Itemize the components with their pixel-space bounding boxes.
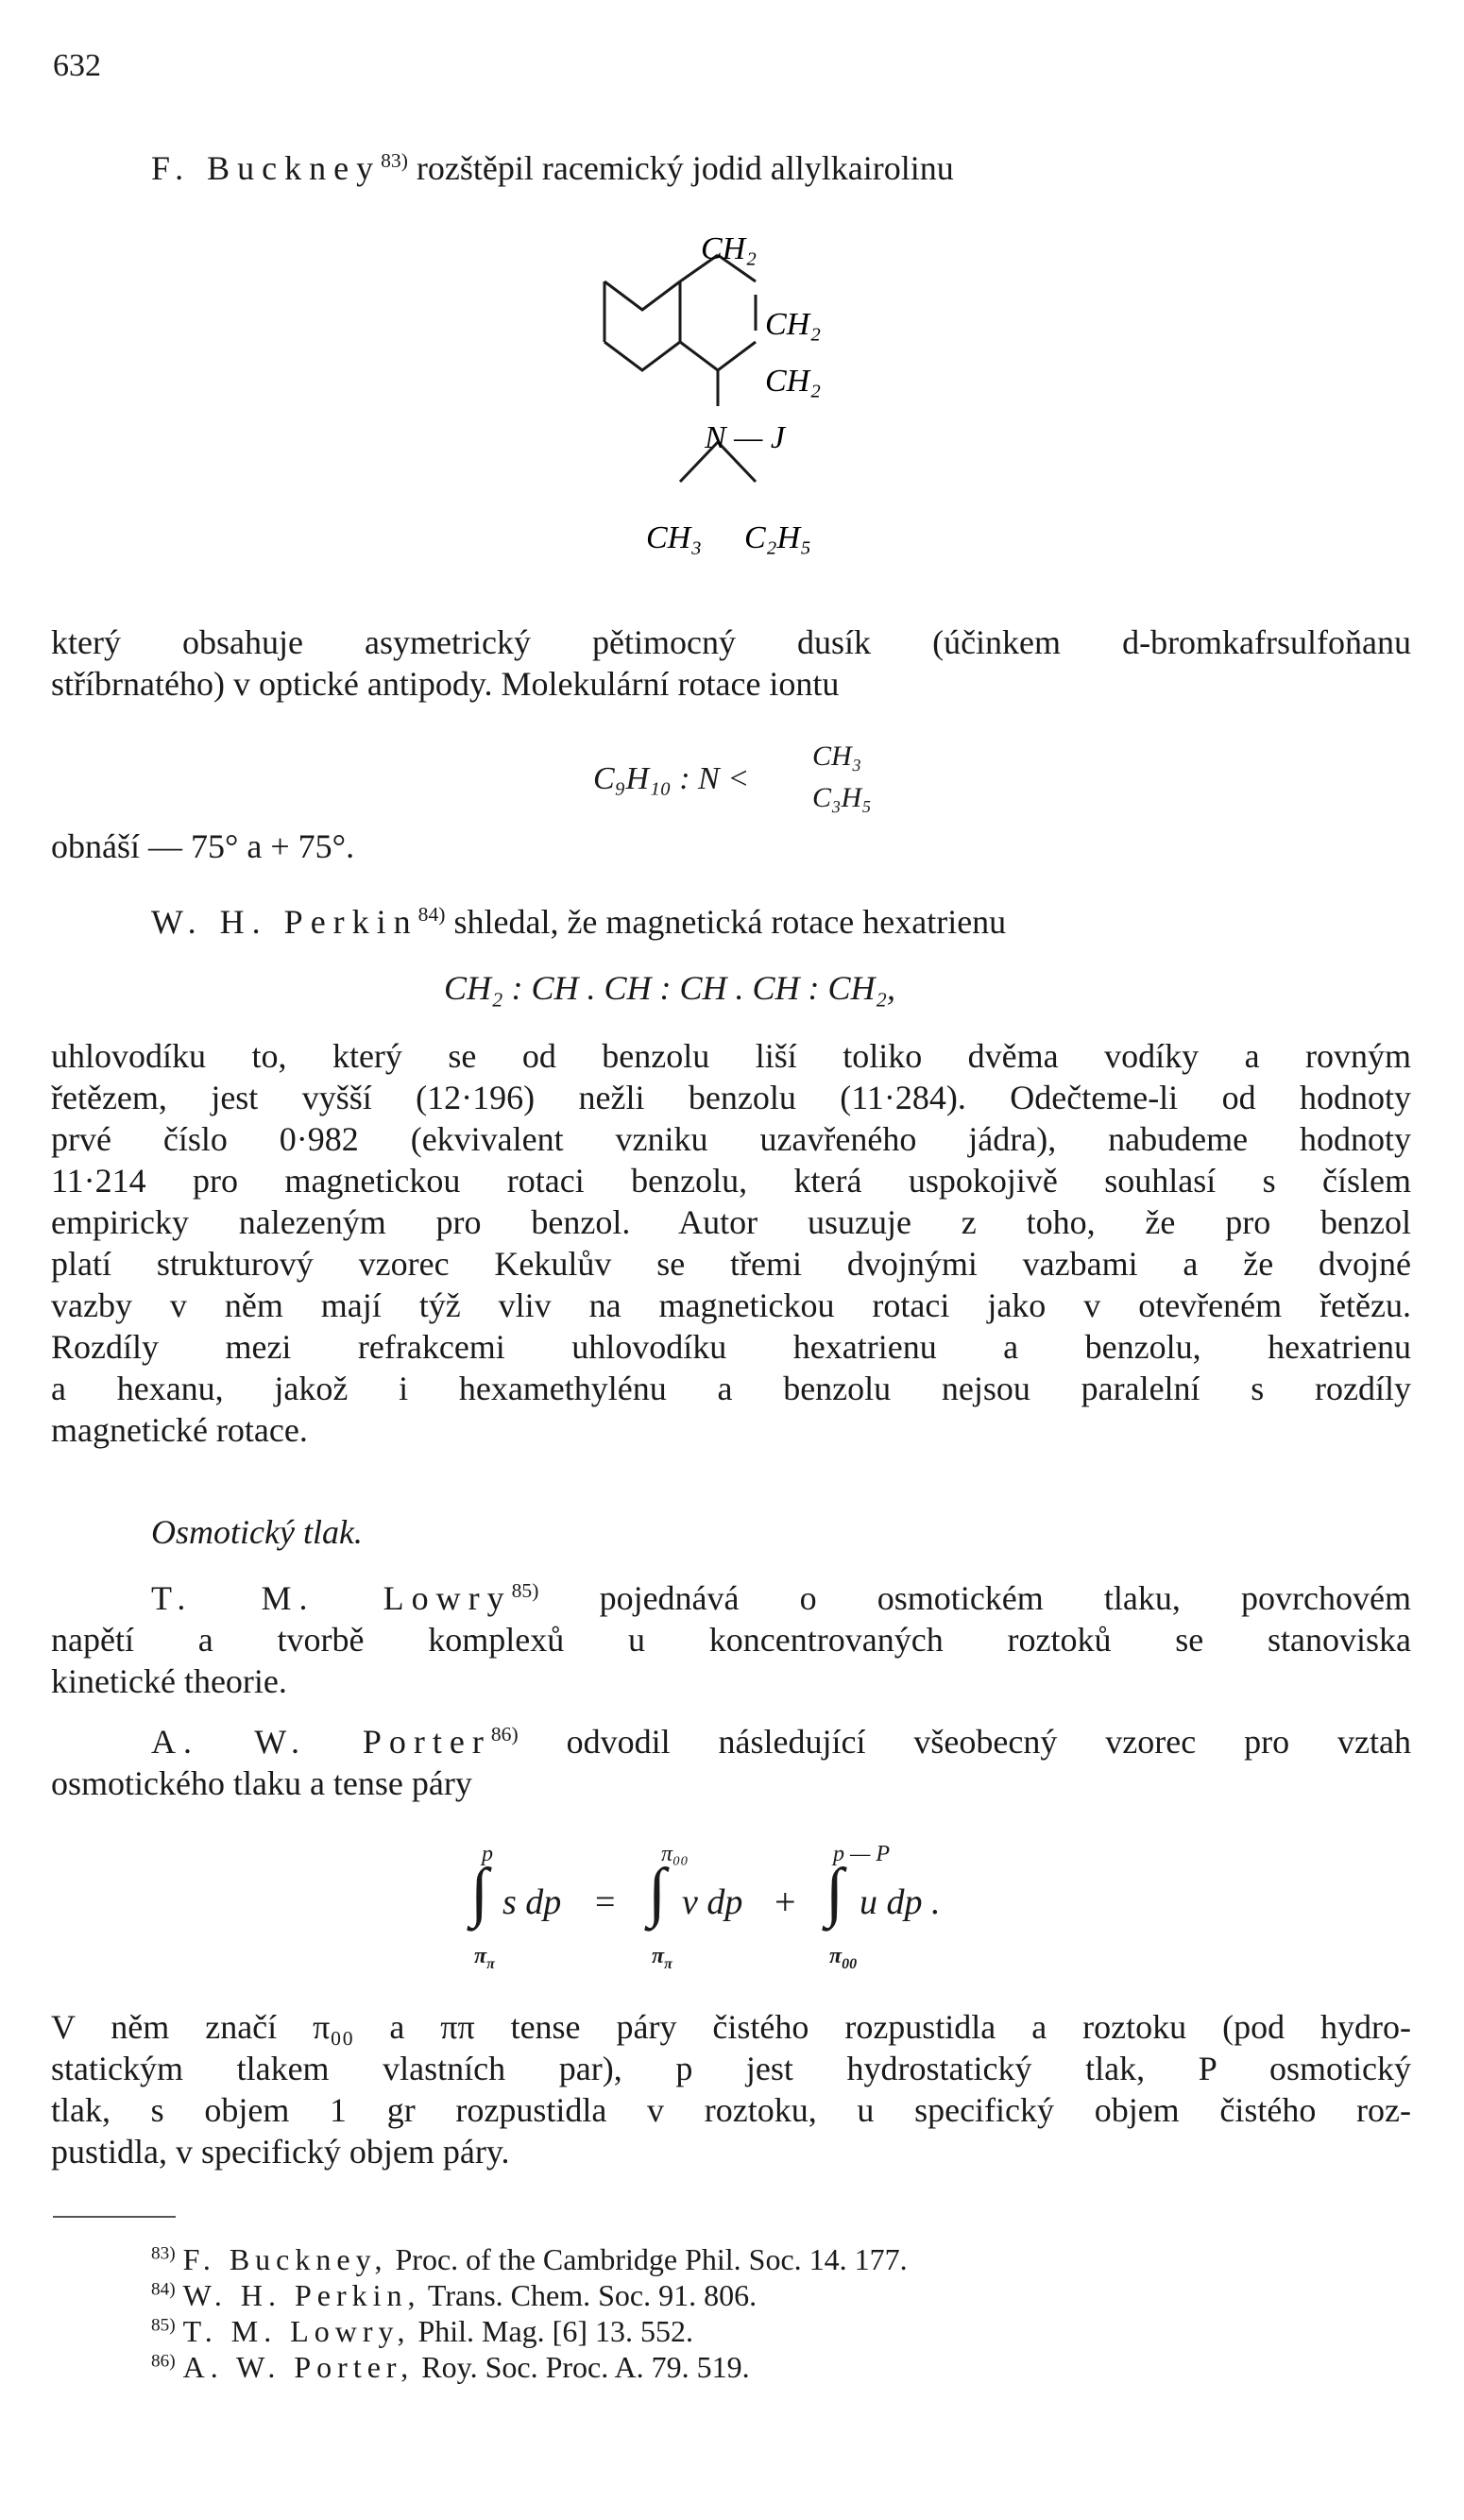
page-number: 632 xyxy=(53,48,101,83)
para3-line-3: tlak, s objem 1 gr rozpustidla v roztoku, u specifický objem čistého roz- xyxy=(51,2091,1411,2129)
author-porter: A. W. Porter xyxy=(151,1723,491,1761)
footnote-num: 85) xyxy=(151,2315,176,2336)
footnote-num: 83) xyxy=(151,2243,176,2264)
integral1-upper: p xyxy=(482,1842,493,1866)
para2-line-8: Rozdíly mezi refrakcemi uhlovodíku hexatrienu a benzolu, hexatrienu xyxy=(51,1328,1411,1366)
ion-formula-upper: CH₃ xyxy=(812,741,862,772)
para2-line-5: empiricky nalezeným pro benzol. Autor usuzuje z toho, že pro benzol xyxy=(51,1203,1411,1241)
ion-formula-lower: C₃H₅ xyxy=(812,782,872,813)
para3-line-1: V něm značí π₀₀ a ππ tense páry čistého rozpustidla a roztoku (pod hydro- xyxy=(51,2008,1411,2046)
integral2-sign: ∫ xyxy=(648,1856,667,1929)
footnote-num: 84) xyxy=(151,2279,176,2300)
obnasi-line: obnáší — 75° a + 75°. xyxy=(51,827,355,865)
author-perkin: W. H. Perkin xyxy=(151,903,418,941)
integral1-body: s dp xyxy=(502,1882,562,1922)
footnote-text: Trans. Chem. Soc. 91. 806. xyxy=(427,2278,758,2312)
footnote-author: T. M. Lowry, xyxy=(182,2314,411,2348)
footnote-84 xyxy=(151,2278,757,2312)
integral3-lower: $\pi_{00}$ xyxy=(829,1944,858,1972)
struct-ch3: CH₃ xyxy=(646,520,703,555)
para3-line-2: statickým tlakem vlastních par), p jest hydrostatický tlak, P osmotický xyxy=(51,2050,1411,2087)
para3-line-4: pustidla, v specifický objem páry. xyxy=(51,2133,510,2171)
footnote-num: 86) xyxy=(151,2351,176,2372)
lowry-first-line xyxy=(151,1577,1411,1619)
footnote-author: A. W. Porter, xyxy=(182,2350,415,2384)
para2-line-10: magnetické rotace. xyxy=(51,1411,308,1449)
intro-text: rozštěpil racemický jodid allylkairolinu xyxy=(416,149,954,187)
porter-first-line xyxy=(151,1721,1411,1762)
hexatriene-formula: CH₂ : CH . CH : CH . CH : CH₂, xyxy=(444,969,896,1007)
footnote-85 xyxy=(151,2314,693,2348)
ref-83: 83) xyxy=(381,149,408,172)
footnote-86 xyxy=(151,2350,750,2384)
struct-r2-ch2: CH₂ xyxy=(765,364,822,399)
integral1-sign: ∫ xyxy=(470,1856,489,1929)
para2-line-3: prvé číslo 0·982 (ekvivalent vzniku uzavřeného jádra), nabudeme hodnoty xyxy=(51,1120,1411,1158)
ion-formula-left: C₉H₁₀ : N < xyxy=(593,761,750,796)
footnote-83 xyxy=(151,2242,908,2276)
plus-sign: + xyxy=(775,1881,796,1923)
integral2-lower: $\pi_\pi$ xyxy=(652,1944,672,1972)
integral3-sign: ∫ xyxy=(826,1856,844,1929)
osmotic-equation xyxy=(463,1842,1030,1984)
footnote-divider xyxy=(53,2216,176,2218)
para1-line-1: který obsahuje asymetrický pětimocný dusík (účinkem d-bromkafrsulfoňanu xyxy=(51,623,1411,661)
author-lowry: T. M. Lowry xyxy=(151,1579,512,1617)
para1-line-2: stříbrnatého) v optické antipody. Molekulární rotace iontu xyxy=(51,665,840,703)
allylkairoline-structure xyxy=(586,236,907,576)
perkin-text: shledal, že magnetická rotace hexatrienu xyxy=(453,903,1007,941)
struct-n-j: N — J xyxy=(705,420,785,455)
porter-text: odvodil následující všeobecný vzorec pro vztah xyxy=(566,1723,1412,1761)
lowry-text: pojednává o osmotickém tlaku, povrchovém xyxy=(599,1579,1412,1617)
ref-85: 85) xyxy=(511,1579,539,1602)
para2-line-7: vazby v něm mají týž vliv na magnetickou rotaci jako v otevřeném řetězu. xyxy=(51,1286,1411,1324)
lowry-line-2: napětí a tvorbě komplexů u koncentrovaných roztoků se stanoviska xyxy=(51,1621,1411,1659)
footnote-author: W. H. Perkin, xyxy=(182,2278,421,2312)
perkin-line xyxy=(151,901,1006,943)
para2-line-9: a hexanu, jakož i hexamethylénu a benzolu nejsou paralelní s rozdíly xyxy=(51,1370,1411,1407)
integral2-body: v dp xyxy=(682,1882,743,1922)
para2-line-6: platí strukturový vzorec Kekulův se třemi dvojnými vazbami a že dvojné xyxy=(51,1245,1411,1283)
footnote-text: Roy. Soc. Proc. A. 79. 519. xyxy=(421,2350,750,2384)
struct-top-ch2: CH₂ xyxy=(701,236,758,266)
struct-c2h5: C₂H₅ xyxy=(744,520,811,555)
integral1-lower: $\pi_\pi$ xyxy=(474,1944,495,1972)
porter-line-2: osmotického tlaku a tense páry xyxy=(51,1764,472,1802)
ref-84: 84) xyxy=(417,903,446,926)
footnote-author: F. Buckney, xyxy=(182,2242,388,2276)
para2-line-2: řetězem, jest vyšší (12·196) nežli benzolu (11·284). Odečteme-li od hodnoty xyxy=(51,1079,1411,1116)
footnote-text: Proc. of the Cambridge Phil. Soc. 14. 177. xyxy=(395,2242,908,2276)
footnote-text: Phil. Mag. [6] 13. 552. xyxy=(417,2314,693,2348)
equals-sign: = xyxy=(595,1882,616,1922)
author-buckney: F. Buckney xyxy=(151,149,382,187)
para2-line-1: uhlovodíku to, který se od benzolu liší toliko dvěma vodíky a rovným xyxy=(51,1037,1411,1075)
integral3-upper: p — P xyxy=(833,1842,890,1866)
ref-86: 86) xyxy=(490,1723,519,1745)
intro-line xyxy=(151,147,954,189)
para2-line-4: 11·214 pro magnetickou rotaci benzolu, která uspokojivě souhlasí s číslem xyxy=(51,1162,1411,1200)
section-heading: Osmotický tlak. xyxy=(151,1513,363,1551)
struct-r1-ch2: CH₂ xyxy=(765,307,822,342)
integral3-body: u dp . xyxy=(860,1882,941,1922)
lowry-line-3: kinetické theorie. xyxy=(51,1662,287,1700)
integral2-upper: π₀₀ xyxy=(661,1842,689,1866)
